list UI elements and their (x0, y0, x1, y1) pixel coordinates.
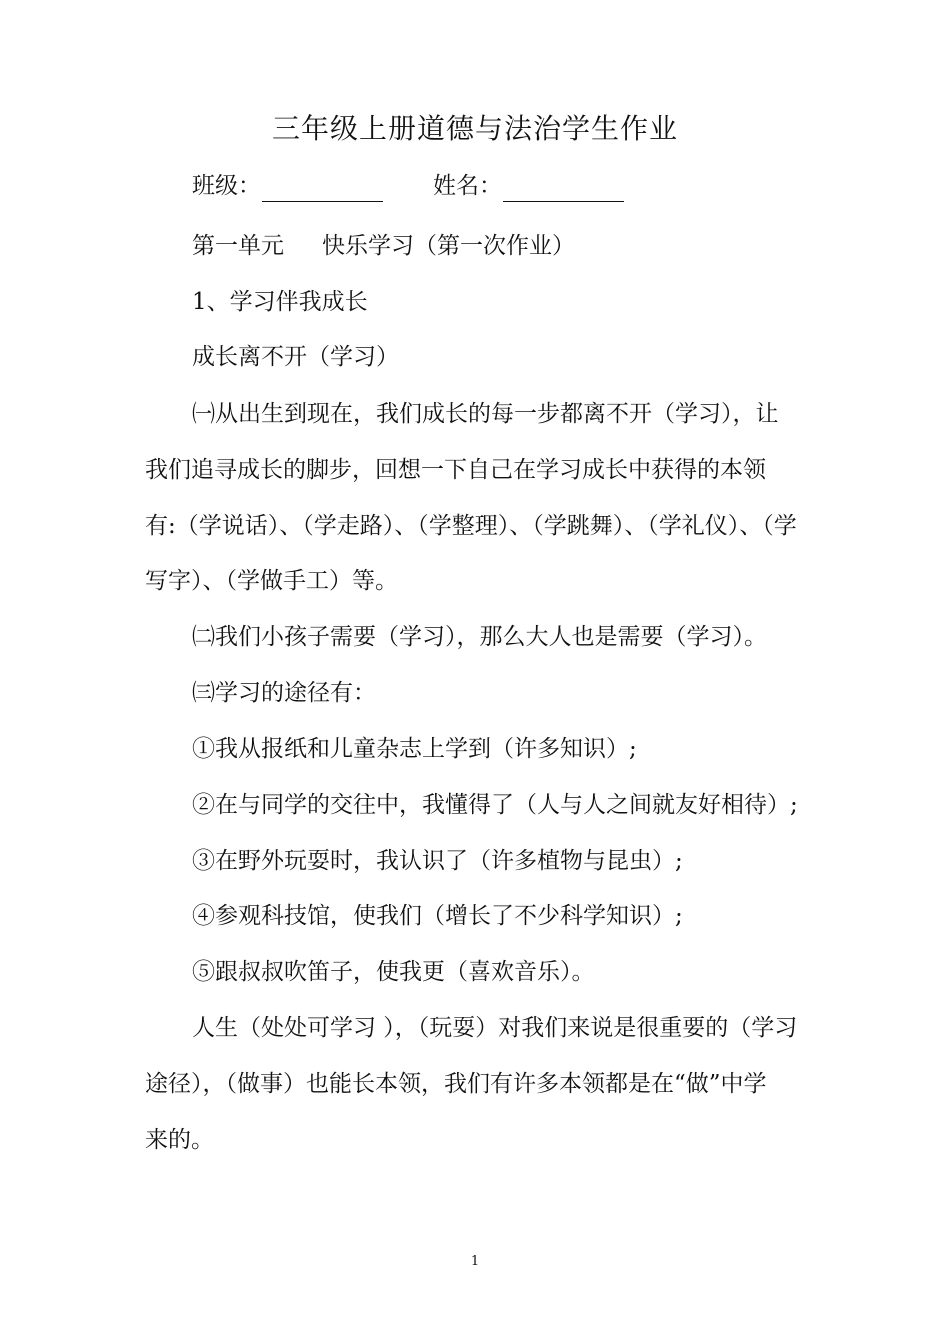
page-title: 三年级上册道德与法治学生作业 (271, 112, 678, 145)
paragraph-1-line-1: ㈠从出生到现在，我们成长的每一步都离不开（学习），让 (192, 401, 779, 427)
unit-label: 第一单元 (192, 233, 284, 259)
paragraph-1-line-2: 我们追寻成长的脚步，回想一下自己在学习成长中获得的本领 (145, 457, 766, 483)
page-number: 1 (470, 1254, 480, 1269)
paragraph-4-line-3: 来的。 (145, 1127, 214, 1153)
unit-topic: 快乐学习（第一次作业） (322, 233, 575, 259)
class-label: 班级： (192, 173, 261, 199)
list-item: ②在与同学的交往中，我懂得了（人与人之间就友好相待）; (192, 792, 798, 818)
paragraph-2: ㈡我们小孩子需要（学习），那么大人也是需要（学习）。 (192, 624, 767, 650)
list-item: ⑤跟叔叔吹笛子，使我更（喜欢音乐）。 (192, 959, 595, 985)
paragraph-3: ㈢学习的途径有： (192, 680, 376, 706)
paragraph-4-line-2: 途径），（做事）也能长本领，我们有许多本领都是在“做”中学 (145, 1071, 767, 1097)
list-item: ③在野外玩耍时，我认识了（许多植物与昆虫）; (192, 848, 683, 874)
name-label: 姓名： (433, 173, 502, 199)
class-blank-line[interactable] (262, 201, 383, 202)
name-blank-line[interactable] (503, 201, 624, 202)
paragraph-1-line-3: 有:（学说话）、（学走路）、（学整理）、（学跳舞）、（学礼仪）、（学 (145, 513, 797, 539)
paragraph-1-line-4: 写字）、（学做手工）等。 (145, 568, 398, 594)
list-item: ④参观科技馆，使我们（增长了不少科学知识）; (192, 903, 683, 929)
lesson-title: 1、学习伴我成长 (192, 289, 368, 315)
subheading: 成长离不开（学习） (192, 344, 399, 370)
list-item: ①我从报纸和儿童杂志上学到（许多知识）; (192, 736, 637, 762)
paragraph-4-line-1: 人生（处处可学习 ），（玩耍）对我们来说是很重要的（学习 (192, 1015, 798, 1041)
